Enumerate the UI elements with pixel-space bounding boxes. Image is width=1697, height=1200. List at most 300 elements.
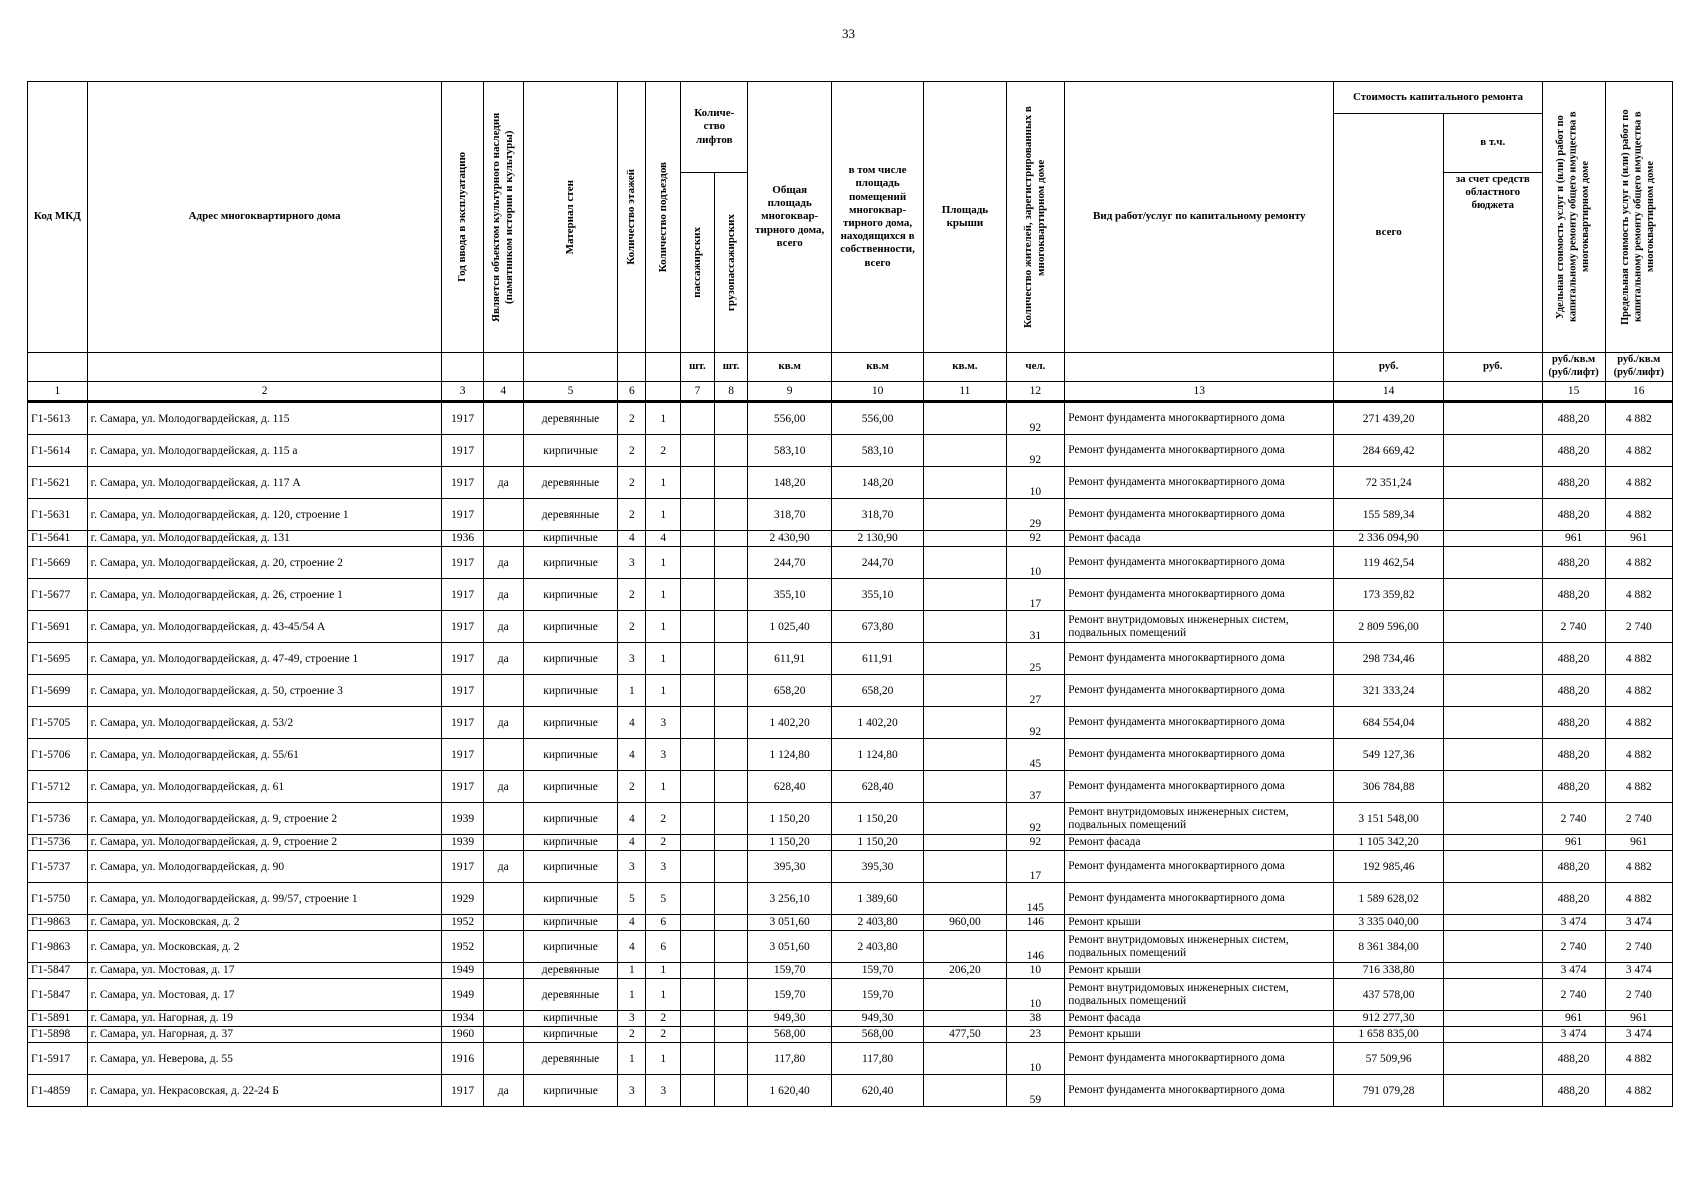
cell-code: Г1-5736 <box>28 835 88 851</box>
cell-unit-cost: 488,20 <box>1542 851 1605 883</box>
cell-unit-cost: 488,20 <box>1542 499 1605 531</box>
cell-roof-area <box>924 643 1006 675</box>
cell-address: г. Самара, ул. Нагорная, д. 19 <box>87 1011 442 1027</box>
cell-unit-cost: 2 740 <box>1542 611 1605 643</box>
column-number: 1 <box>28 382 88 402</box>
cell-max-cost: 4 882 <box>1605 883 1672 915</box>
cell-max-cost: 4 882 <box>1605 1043 1672 1075</box>
cell-entrances: 1 <box>646 1043 681 1075</box>
cell-max-cost: 2 740 <box>1605 611 1672 643</box>
cell-cost-regional <box>1443 883 1542 915</box>
cell-year: 1917 <box>442 547 483 579</box>
unit-pcs: шт. <box>714 353 748 382</box>
cell-address: г. Самара, ул. Московская, д. 2 <box>87 931 442 963</box>
cell-year: 1917 <box>442 707 483 739</box>
cell-max-cost: 961 <box>1605 1011 1672 1027</box>
cell-material: кирпичные <box>523 1027 617 1043</box>
cell-residents: 17 <box>1006 851 1065 883</box>
cell-residents: 92 <box>1006 803 1065 835</box>
cell-address: г. Самара, ул. Молодогвардейская, д. 43-45/54 А <box>87 611 442 643</box>
unit-rub-sqm: руб./кв.м (руб/лифт) <box>1542 353 1605 382</box>
cell-heritage: да <box>483 1075 523 1107</box>
cell-unit-cost: 2 740 <box>1542 931 1605 963</box>
cell-total-area: 159,70 <box>748 963 832 979</box>
cell-entrances: 1 <box>646 643 681 675</box>
cell-roof-area <box>924 979 1006 1011</box>
cell-material: кирпичные <box>523 739 617 771</box>
cell-cost-total: 192 985,46 <box>1334 851 1444 883</box>
cell-unit-cost: 488,20 <box>1542 402 1605 435</box>
cell-code: Г1-5736 <box>28 803 88 835</box>
cell-residents: 59 <box>1006 1075 1065 1107</box>
table-row <box>28 675 1673 707</box>
cell-unit-cost: 3 474 <box>1542 915 1605 931</box>
cell-entrances: 1 <box>646 979 681 1011</box>
cell-total-area: 658,20 <box>748 675 832 707</box>
cell-address: г. Самара, ул. Молодогвардейская, д. 26, строение 1 <box>87 579 442 611</box>
cell-lifts-cargo <box>714 1011 748 1027</box>
cell-unit-cost: 488,20 <box>1542 579 1605 611</box>
cell-floors: 4 <box>618 835 646 851</box>
cell-heritage <box>483 963 523 979</box>
unit-rub: руб. <box>1443 353 1542 382</box>
header-total-area: Общая площадь многоквар-тирного дома, всего <box>748 82 832 353</box>
cell-total-area: 1 124,80 <box>748 739 832 771</box>
cell-material: деревянные <box>523 979 617 1011</box>
cell-roof-area <box>924 803 1006 835</box>
table-body <box>28 402 1673 1107</box>
cell-roof-area <box>924 499 1006 531</box>
cell-unit-cost: 488,20 <box>1542 435 1605 467</box>
cell-residents: 27 <box>1006 675 1065 707</box>
cell-floors: 3 <box>618 851 646 883</box>
cell-cost-regional <box>1443 739 1542 771</box>
cell-floors: 1 <box>618 675 646 707</box>
cell-heritage <box>483 499 523 531</box>
cell-owned-area: 628,40 <box>831 771 923 803</box>
cell-cost-regional <box>1443 1043 1542 1075</box>
column-number: 13 <box>1065 382 1334 402</box>
column-number: 16 <box>1605 382 1672 402</box>
cell-floors: 4 <box>618 915 646 931</box>
cell-lifts-cargo <box>714 547 748 579</box>
cell-work-type: Ремонт крыши <box>1065 963 1334 979</box>
cell-material: деревянные <box>523 499 617 531</box>
cell-material: кирпичные <box>523 707 617 739</box>
table-row <box>28 707 1673 739</box>
column-number: 15 <box>1542 382 1605 402</box>
cell-owned-area: 556,00 <box>831 402 923 435</box>
cell-work-type: Ремонт крыши <box>1065 915 1334 931</box>
cell-residents: 10 <box>1006 979 1065 1011</box>
capital-repair-table <box>27 81 1673 1107</box>
table-row <box>28 435 1673 467</box>
table-row <box>28 851 1673 883</box>
cell-address: г. Самара, ул. Нагорная, д. 37 <box>87 1027 442 1043</box>
cell-max-cost: 4 882 <box>1605 643 1672 675</box>
cell-cost-regional <box>1443 915 1542 931</box>
column-number <box>646 382 681 402</box>
header-lifts-cargo: грузопассажирских <box>714 173 748 353</box>
cell-lifts-cargo <box>714 579 748 611</box>
cell-owned-area: 620,40 <box>831 1075 923 1107</box>
cell-roof-area <box>924 611 1006 643</box>
cell-cost-regional <box>1443 467 1542 499</box>
cell-residents: 92 <box>1006 402 1065 435</box>
header-address: Адрес многоквартирного дома <box>87 82 442 353</box>
cell-owned-area: 568,00 <box>831 1027 923 1043</box>
cell-heritage: да <box>483 643 523 675</box>
cell-cost-total: 684 554,04 <box>1334 707 1444 739</box>
cell-cost-total: 716 338,80 <box>1334 963 1444 979</box>
cell-entrances: 6 <box>646 931 681 963</box>
cell-owned-area: 1 124,80 <box>831 739 923 771</box>
cell-cost-regional <box>1443 531 1542 547</box>
cell-lifts-passenger <box>681 611 715 643</box>
cell-floors: 4 <box>618 531 646 547</box>
cell-roof-area <box>924 851 1006 883</box>
header-max-cost: Предельная стоимость услуг и (или) работ по капитальному ремонту общего имущества в многоквартирном доме <box>1605 82 1672 353</box>
cell-lifts-passenger <box>681 739 715 771</box>
cell-entrances: 1 <box>646 963 681 979</box>
cell-lifts-cargo <box>714 915 748 931</box>
cell-roof-area <box>924 739 1006 771</box>
cell-entrances: 1 <box>646 675 681 707</box>
table-row <box>28 803 1673 835</box>
cell-material: кирпичные <box>523 643 617 675</box>
cell-owned-area: 583,10 <box>831 435 923 467</box>
cell-roof-area <box>924 675 1006 707</box>
header-cost-group: Стоимость капитального ремонта <box>1334 82 1542 114</box>
cell-cost-total: 298 734,46 <box>1334 643 1444 675</box>
cell-cost-total: 155 589,34 <box>1334 499 1444 531</box>
cell-entrances: 1 <box>646 547 681 579</box>
cell-cost-total: 306 784,88 <box>1334 771 1444 803</box>
cell-residents: 92 <box>1006 531 1065 547</box>
cell-floors: 4 <box>618 707 646 739</box>
column-number: 10 <box>831 382 923 402</box>
cell-floors: 1 <box>618 979 646 1011</box>
cell-entrances: 3 <box>646 1075 681 1107</box>
cell-owned-area: 244,70 <box>831 547 923 579</box>
cell-cost-total: 284 669,42 <box>1334 435 1444 467</box>
cell-material: деревянные <box>523 1043 617 1075</box>
cell-work-type: Ремонт фундамента многоквартирного дома <box>1065 883 1334 915</box>
cell-year: 1917 <box>442 499 483 531</box>
cell-cost-total: 3 335 040,00 <box>1334 915 1444 931</box>
cell-residents: 10 <box>1006 547 1065 579</box>
cell-cost-regional <box>1443 1075 1542 1107</box>
cell-floors: 2 <box>618 611 646 643</box>
cell-work-type: Ремонт фундамента многоквартирного дома <box>1065 739 1334 771</box>
cell-work-type: Ремонт фундамента многоквартирного дома <box>1065 1043 1334 1075</box>
cell-owned-area: 658,20 <box>831 675 923 707</box>
cell-unit-cost: 2 740 <box>1542 979 1605 1011</box>
cell-owned-area: 673,80 <box>831 611 923 643</box>
cell-lifts-passenger <box>681 643 715 675</box>
cell-owned-area: 1 389,60 <box>831 883 923 915</box>
cell-address: г. Самара, ул. Неверова, д. 55 <box>87 1043 442 1075</box>
cell-max-cost: 4 882 <box>1605 771 1672 803</box>
cell-total-area: 2 430,90 <box>748 531 832 547</box>
cell-cost-total: 1 658 835,00 <box>1334 1027 1444 1043</box>
cell-heritage <box>483 531 523 547</box>
cell-entrances: 2 <box>646 1027 681 1043</box>
cell-roof-area: 477,50 <box>924 1027 1006 1043</box>
cell-owned-area: 2 403,80 <box>831 915 923 931</box>
cell-work-type: Ремонт фундамента многоквартирного дома <box>1065 547 1334 579</box>
cell-address: г. Самара, ул. Молодогвардейская, д. 50, строение 3 <box>87 675 442 707</box>
cell-roof-area <box>924 1075 1006 1107</box>
cell-heritage <box>483 803 523 835</box>
cell-total-area: 611,91 <box>748 643 832 675</box>
cell-entrances: 1 <box>646 611 681 643</box>
cell-floors: 1 <box>618 963 646 979</box>
cell-cost-total: 1 589 628,02 <box>1334 883 1444 915</box>
cell-entrances: 3 <box>646 851 681 883</box>
cell-max-cost: 4 882 <box>1605 675 1672 707</box>
cell-address: г. Самара, ул. Молодогвардейская, д. 115 а <box>87 435 442 467</box>
cell-heritage <box>483 402 523 435</box>
cell-max-cost: 961 <box>1605 835 1672 851</box>
cell-code: Г1-5641 <box>28 531 88 547</box>
cell-year: 1917 <box>442 402 483 435</box>
cell-heritage <box>483 979 523 1011</box>
cell-code: Г1-5750 <box>28 883 88 915</box>
cell-address: г. Самара, ул. Молодогвардейская, д. 47-49, строение 1 <box>87 643 442 675</box>
header-work-type: Вид работ/услуг по капитальному ремонту <box>1065 82 1334 353</box>
header-floors: Количество этажей <box>618 82 646 353</box>
cell-unit-cost: 488,20 <box>1542 883 1605 915</box>
table-row <box>28 835 1673 851</box>
cell-lifts-passenger <box>681 707 715 739</box>
cell-entrances: 2 <box>646 835 681 851</box>
cell-owned-area: 159,70 <box>831 979 923 1011</box>
cell-address: г. Самара, ул. Мостовая, д. 17 <box>87 979 442 1011</box>
cell-material: кирпичные <box>523 531 617 547</box>
cell-floors: 5 <box>618 883 646 915</box>
cell-owned-area: 2 130,90 <box>831 531 923 547</box>
cell-work-type: Ремонт фундамента многоквартирного дома <box>1065 675 1334 707</box>
cell-cost-regional <box>1443 835 1542 851</box>
cell-code: Г1-5613 <box>28 402 88 435</box>
cell-max-cost: 4 882 <box>1605 579 1672 611</box>
cell-year: 1917 <box>442 851 483 883</box>
cell-cost-regional <box>1443 963 1542 979</box>
cell-work-type: Ремонт фундамента многоквартирного дома <box>1065 402 1334 435</box>
cell-work-type: Ремонт фундамента многоквартирного дома <box>1065 467 1334 499</box>
unit-sqm: кв.м <box>748 353 832 382</box>
unit-rub-sqm: руб./кв.м (руб/лифт) <box>1605 353 1672 382</box>
cell-floors: 1 <box>618 1043 646 1075</box>
cell-code: Г1-5691 <box>28 611 88 643</box>
cell-lifts-passenger <box>681 1043 715 1075</box>
cell-heritage: да <box>483 547 523 579</box>
cell-residents: 29 <box>1006 499 1065 531</box>
cell-max-cost: 2 740 <box>1605 979 1672 1011</box>
cell-year: 1917 <box>442 771 483 803</box>
cell-heritage: да <box>483 707 523 739</box>
cell-code: Г1-9863 <box>28 915 88 931</box>
cell-material: кирпичные <box>523 1075 617 1107</box>
table-row <box>28 739 1673 771</box>
cell-material: кирпичные <box>523 915 617 931</box>
cell-owned-area: 1 402,20 <box>831 707 923 739</box>
cell-year: 1917 <box>442 739 483 771</box>
cell-address: г. Самара, ул. Молодогвардейская, д. 99/57, строение 1 <box>87 883 442 915</box>
cell-unit-cost: 488,20 <box>1542 707 1605 739</box>
table-row <box>28 402 1673 435</box>
header-material: Материал стен <box>523 82 617 353</box>
cell-cost-regional <box>1443 707 1542 739</box>
cell-code: Г1-5917 <box>28 1043 88 1075</box>
cell-year: 1917 <box>442 1075 483 1107</box>
cell-floors: 2 <box>618 435 646 467</box>
cell-heritage <box>483 1027 523 1043</box>
cell-cost-regional <box>1443 402 1542 435</box>
cell-total-area: 949,30 <box>748 1011 832 1027</box>
cell-residents: 37 <box>1006 771 1065 803</box>
cell-roof-area <box>924 931 1006 963</box>
unit-sqm: кв.м. <box>924 353 1006 382</box>
cell-lifts-cargo <box>714 883 748 915</box>
cell-total-area: 1 150,20 <box>748 835 832 851</box>
cell-total-area: 148,20 <box>748 467 832 499</box>
header-heritage: Является объектом культурного наследия (памятником истории и культуры) <box>483 82 523 353</box>
cell-lifts-passenger <box>681 467 715 499</box>
cell-lifts-cargo <box>714 979 748 1011</box>
cell-lifts-cargo <box>714 531 748 547</box>
cell-address: г. Самара, ул. Молодогвардейская, д. 131 <box>87 531 442 547</box>
cell-owned-area: 117,80 <box>831 1043 923 1075</box>
cell-residents: 92 <box>1006 835 1065 851</box>
cell-material: кирпичные <box>523 851 617 883</box>
cell-roof-area <box>924 835 1006 851</box>
cell-material: кирпичные <box>523 611 617 643</box>
cell-entrances: 2 <box>646 1011 681 1027</box>
column-number: 14 <box>1334 382 1444 402</box>
cell-lifts-passenger <box>681 499 715 531</box>
cell-max-cost: 2 740 <box>1605 931 1672 963</box>
cell-owned-area: 159,70 <box>831 963 923 979</box>
cell-lifts-cargo <box>714 611 748 643</box>
cell-floors: 2 <box>618 1027 646 1043</box>
cell-lifts-cargo <box>714 675 748 707</box>
cell-heritage <box>483 835 523 851</box>
cell-year: 1939 <box>442 803 483 835</box>
cell-work-type: Ремонт крыши <box>1065 1027 1334 1043</box>
cell-residents: 45 <box>1006 739 1065 771</box>
cell-heritage <box>483 435 523 467</box>
table-row <box>28 771 1673 803</box>
cell-total-area: 1 402,20 <box>748 707 832 739</box>
cell-work-type: Ремонт фасада <box>1065 1011 1334 1027</box>
cell-code: Г1-5737 <box>28 851 88 883</box>
cell-lifts-passenger <box>681 579 715 611</box>
page-number: 33 <box>842 26 855 41</box>
cell-total-area: 1 150,20 <box>748 803 832 835</box>
cell-work-type: Ремонт внутридомовых инженерных систем, подвальных помещений <box>1065 931 1334 963</box>
cell-address: г. Самара, ул. Московская, д. 2 <box>87 915 442 931</box>
cell-work-type: Ремонт фундамента многоквартирного дома <box>1065 435 1334 467</box>
cell-cost-regional <box>1443 851 1542 883</box>
cell-total-area: 568,00 <box>748 1027 832 1043</box>
cell-roof-area <box>924 707 1006 739</box>
column-number: 3 <box>442 382 483 402</box>
cell-work-type: Ремонт фундамента многоквартирного дома <box>1065 851 1334 883</box>
cell-residents: 10 <box>1006 1043 1065 1075</box>
cell-roof-area <box>924 467 1006 499</box>
cell-lifts-passenger <box>681 1027 715 1043</box>
cell-material: кирпичные <box>523 835 617 851</box>
cell-heritage: да <box>483 611 523 643</box>
cell-year: 1917 <box>442 675 483 707</box>
cell-floors: 4 <box>618 739 646 771</box>
cell-cost-total: 271 439,20 <box>1334 402 1444 435</box>
cell-address: г. Самара, ул. Некрасовская, д. 22-24 Б <box>87 1075 442 1107</box>
table-row <box>28 1011 1673 1027</box>
cell-material: кирпичные <box>523 883 617 915</box>
cell-lifts-cargo <box>714 1043 748 1075</box>
cell-year: 1952 <box>442 931 483 963</box>
cell-roof-area: 206,20 <box>924 963 1006 979</box>
cell-address: г. Самара, ул. Молодогвардейская, д. 115 <box>87 402 442 435</box>
cell-owned-area: 1 150,20 <box>831 835 923 851</box>
cell-material: кирпичные <box>523 1011 617 1027</box>
cell-cost-regional <box>1443 771 1542 803</box>
cell-cost-total: 549 127,36 <box>1334 739 1444 771</box>
cell-residents: 146 <box>1006 931 1065 963</box>
cell-lifts-cargo <box>714 643 748 675</box>
cell-cost-total: 173 359,82 <box>1334 579 1444 611</box>
cell-cost-regional <box>1443 1011 1542 1027</box>
cell-max-cost: 4 882 <box>1605 1075 1672 1107</box>
table-row <box>28 499 1673 531</box>
cell-year: 1936 <box>442 531 483 547</box>
cell-total-area: 395,30 <box>748 851 832 883</box>
cell-floors: 4 <box>618 803 646 835</box>
cell-address: г. Самара, ул. Молодогвардейская, д. 55/61 <box>87 739 442 771</box>
cell-floors: 2 <box>618 499 646 531</box>
table-row <box>28 611 1673 643</box>
cell-unit-cost: 961 <box>1542 1011 1605 1027</box>
header-code: Код МКД <box>28 82 88 353</box>
cell-lifts-passenger <box>681 835 715 851</box>
cell-unit-cost: 488,20 <box>1542 739 1605 771</box>
cell-year: 1917 <box>442 467 483 499</box>
cell-year: 1960 <box>442 1027 483 1043</box>
header-year: Год ввода в эксплуатацию <box>442 82 483 353</box>
cell-material: деревянные <box>523 402 617 435</box>
cell-address: г. Самара, ул. Молодогвардейская, д. 9, строение 2 <box>87 803 442 835</box>
cell-material: кирпичные <box>523 931 617 963</box>
cell-lifts-cargo <box>714 835 748 851</box>
cell-address: г. Самара, ул. Мостовая, д. 17 <box>87 963 442 979</box>
cell-unit-cost: 488,20 <box>1542 675 1605 707</box>
cell-lifts-passenger <box>681 915 715 931</box>
cell-lifts-passenger <box>681 803 715 835</box>
column-number: 6 <box>618 382 646 402</box>
table-row <box>28 531 1673 547</box>
cell-roof-area <box>924 883 1006 915</box>
cell-code: Г1-5847 <box>28 979 88 1011</box>
cell-max-cost: 4 882 <box>1605 467 1672 499</box>
cell-material: кирпичные <box>523 435 617 467</box>
header-lifts-passenger: пассажирских <box>681 173 715 353</box>
column-number: 2 <box>87 382 442 402</box>
cell-address: г. Самара, ул. Молодогвардейская, д. 90 <box>87 851 442 883</box>
cell-unit-cost: 488,20 <box>1542 643 1605 675</box>
